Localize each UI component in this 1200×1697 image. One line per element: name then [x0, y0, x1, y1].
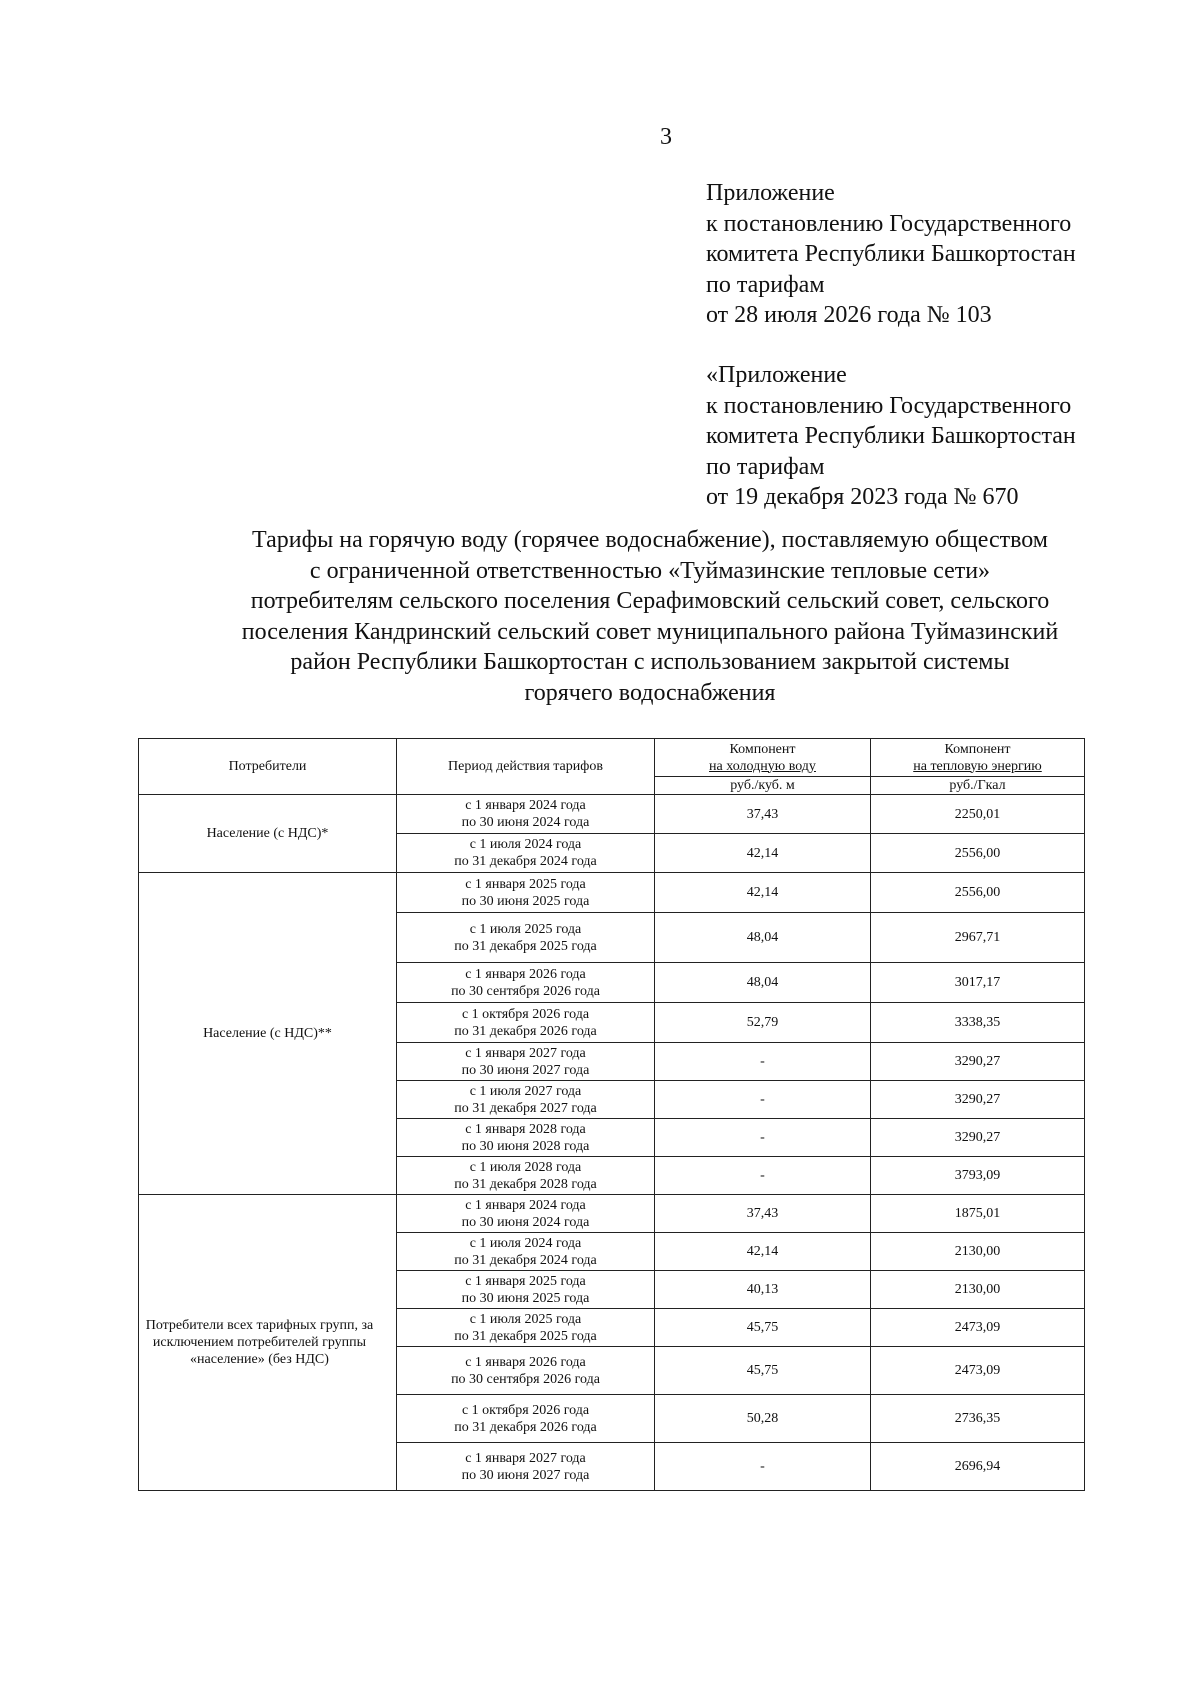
period-cell — [397, 834, 655, 873]
header-cold-unit: руб./куб. м — [655, 777, 871, 795]
period-cell — [397, 963, 655, 1003]
appendix-line: от 19 декабря 2023 года № 670 — [706, 484, 1019, 510]
period-cell — [397, 1081, 655, 1119]
period-from: с 1 января 2025 года — [465, 876, 586, 892]
heat-energy-value: 2250,01 — [871, 795, 1085, 834]
period-from: с 1 января 2024 года — [465, 798, 586, 813]
heat-energy-value: 2967,71 — [871, 913, 1085, 963]
header-cold-water — [655, 739, 871, 777]
appendix-line: комитета Республики Башкортостан — [706, 423, 1076, 449]
header-heat-line2: на тепловую энергию — [913, 758, 1042, 774]
cold-water-value: 42,14 — [655, 1233, 871, 1271]
period-cell — [397, 1195, 655, 1233]
consumer-group-label: Население (с НДС)** — [139, 873, 397, 1195]
heat-energy-value: 2736,35 — [871, 1395, 1085, 1443]
period-from: с 1 июля 2027 года — [469, 1083, 582, 1099]
cold-water-value: 42,14 — [655, 834, 871, 873]
period-cell — [397, 1003, 655, 1043]
heat-energy-value: 3290,27 — [871, 1081, 1085, 1119]
period-to: по 30 июня 2024 года — [461, 1214, 590, 1230]
heat-energy-value: 2696,94 — [871, 1443, 1085, 1491]
period-cell — [397, 1119, 655, 1157]
period-from: с 1 января 2027 года — [465, 1450, 586, 1466]
heat-energy-value: 2473,09 — [871, 1347, 1085, 1395]
period-cell — [397, 1395, 655, 1443]
page-number: 3 — [660, 124, 672, 150]
period-from: с 1 января 2027 года — [465, 1045, 586, 1061]
table-row — [139, 795, 1085, 834]
heat-energy-value: 2130,00 — [871, 1233, 1085, 1271]
period-cell — [397, 1043, 655, 1081]
period-from: с 1 января 2026 года — [465, 966, 586, 982]
period-from: с 1 января 2025 года — [465, 1273, 586, 1289]
heat-energy-value: 3017,17 — [871, 963, 1085, 1003]
period-to: по 30 сентября 2026 года — [451, 983, 600, 999]
cold-water-value: 37,43 — [655, 1195, 871, 1233]
title-line: поселения Кандринский сельский совет муниципального района Туймазинский — [241, 618, 1059, 645]
heat-energy-value: 2556,00 — [871, 873, 1085, 913]
cold-water-value: 45,75 — [655, 1347, 871, 1395]
period-from: с 1 июля 2024 года — [469, 837, 582, 852]
period-to: по 30 сентября 2026 года — [451, 1371, 600, 1387]
period-to: по 31 декабря 2025 года — [454, 1328, 597, 1344]
period-to: по 31 декабря 2024 года — [454, 1252, 597, 1268]
period-from: с 1 июля 2028 года — [469, 1159, 582, 1175]
appendix-line: комитета Республики Башкортостан — [706, 241, 1076, 267]
cold-water-value: - — [655, 1043, 871, 1081]
header-heat-energy — [871, 739, 1085, 777]
heat-energy-value: 3290,27 — [871, 1119, 1085, 1157]
period-to: по 30 июня 2027 года — [461, 1062, 590, 1078]
cold-water-value: 50,28 — [655, 1395, 871, 1443]
consumer-group-label: Население (с НДС)* — [139, 795, 397, 873]
title-line: горячего водоснабжения — [524, 679, 776, 706]
cold-water-value: 52,79 — [655, 1003, 871, 1043]
period-cell — [397, 795, 655, 834]
period-to: по 30 июня 2025 года — [461, 1290, 590, 1306]
period-to: по 30 июня 2025 года — [461, 893, 590, 909]
consumer-group-label: Потребители всех тарифных групп, за исключением потребителей группы «население» (без НДС) — [139, 1195, 397, 1491]
period-to: по 30 июня 2027 года — [461, 1467, 590, 1483]
cold-water-value: - — [655, 1081, 871, 1119]
period-cell — [397, 873, 655, 913]
appendix-line: по тарифам — [706, 453, 825, 480]
period-cell — [397, 1157, 655, 1195]
heat-energy-value: 3290,27 — [871, 1043, 1085, 1081]
period-from: с 1 июля 2025 года — [469, 921, 582, 937]
appendix-original — [706, 360, 1076, 513]
appendix-current — [706, 178, 1076, 331]
title-line: район Республики Башкортостан с использованием закрытой системы — [290, 649, 1010, 675]
period-to: по 30 июня 2028 года — [461, 1138, 590, 1154]
period-cell — [397, 1309, 655, 1347]
cold-water-value: 42,14 — [655, 873, 871, 913]
period-cell — [397, 1271, 655, 1309]
heat-energy-value: 3793,09 — [871, 1157, 1085, 1195]
table-row — [139, 1195, 1085, 1233]
period-cell — [397, 1347, 655, 1395]
cold-water-value: 45,75 — [655, 1309, 871, 1347]
heat-energy-value: 2556,00 — [871, 834, 1085, 873]
appendix-line: к постановлению Государственного — [706, 210, 1072, 237]
title-line: с ограниченной ответственностью «Туймазинские тепловые сети» — [309, 557, 991, 584]
period-cell — [397, 1443, 655, 1491]
period-cell — [397, 1233, 655, 1271]
title-line: потребителям сельского поселения Серафимовский сельский совет, сельского — [250, 588, 1050, 614]
header-period: Период действия тарифов — [397, 739, 655, 795]
period-to: по 31 декабря 2024 года — [454, 854, 597, 869]
header-cold-line2: на холодную воду — [709, 758, 816, 774]
period-to: по 31 декабря 2025 года — [454, 938, 597, 954]
heat-energy-value: 1875,01 — [871, 1195, 1085, 1233]
tariff-table-body — [139, 795, 1085, 1491]
appendix-line: Приложение — [706, 180, 835, 206]
cold-water-value: 40,13 — [655, 1271, 871, 1309]
cold-water-value: 37,43 — [655, 795, 871, 834]
appendix-line: «Приложение — [706, 362, 847, 388]
header-cold-line1: Компонент — [729, 741, 796, 757]
period-to: по 31 декабря 2026 года — [454, 1419, 597, 1435]
period-cell — [397, 913, 655, 963]
heat-energy-value: 2130,00 — [871, 1271, 1085, 1309]
header-heat-unit: руб./Гкал — [871, 777, 1085, 795]
period-from: с 1 января 2024 года — [465, 1197, 586, 1213]
period-to: по 31 декабря 2028 года — [454, 1176, 597, 1192]
cold-water-value: - — [655, 1119, 871, 1157]
tariff-table — [138, 738, 1085, 1491]
title-line: Тарифы на горячую воду (горячее водоснабжение), поставляемую обществом — [252, 527, 1048, 553]
period-to: по 31 декабря 2027 года — [454, 1100, 597, 1116]
period-to: по 30 июня 2024 года — [461, 815, 590, 830]
period-to: по 31 декабря 2026 года — [454, 1023, 597, 1039]
period-from: с 1 октября 2026 года — [461, 1402, 590, 1418]
heat-energy-value: 3338,35 — [871, 1003, 1085, 1043]
period-from: с 1 июля 2024 года — [469, 1235, 582, 1251]
heat-energy-value: 2473,09 — [871, 1309, 1085, 1347]
table-row — [139, 873, 1085, 913]
header-consumers: Потребители — [139, 739, 397, 795]
period-from: с 1 января 2028 года — [465, 1121, 586, 1137]
cold-water-value: 48,04 — [655, 913, 871, 963]
cold-water-value: 48,04 — [655, 963, 871, 1003]
header-heat-line1: Компонент — [944, 741, 1011, 757]
period-from: с 1 октября 2026 года — [461, 1006, 590, 1022]
appendix-line: от 28 июля 2026 года № 103 — [706, 302, 992, 328]
appendix-line: к постановлению Государственного — [706, 392, 1072, 419]
cold-water-value: - — [655, 1157, 871, 1195]
appendix-line: по тарифам — [706, 271, 825, 298]
cold-water-value: - — [655, 1443, 871, 1491]
period-from: с 1 июля 2025 года — [469, 1311, 582, 1327]
period-from: с 1 января 2026 года — [465, 1354, 586, 1370]
document-title — [120, 525, 1180, 708]
